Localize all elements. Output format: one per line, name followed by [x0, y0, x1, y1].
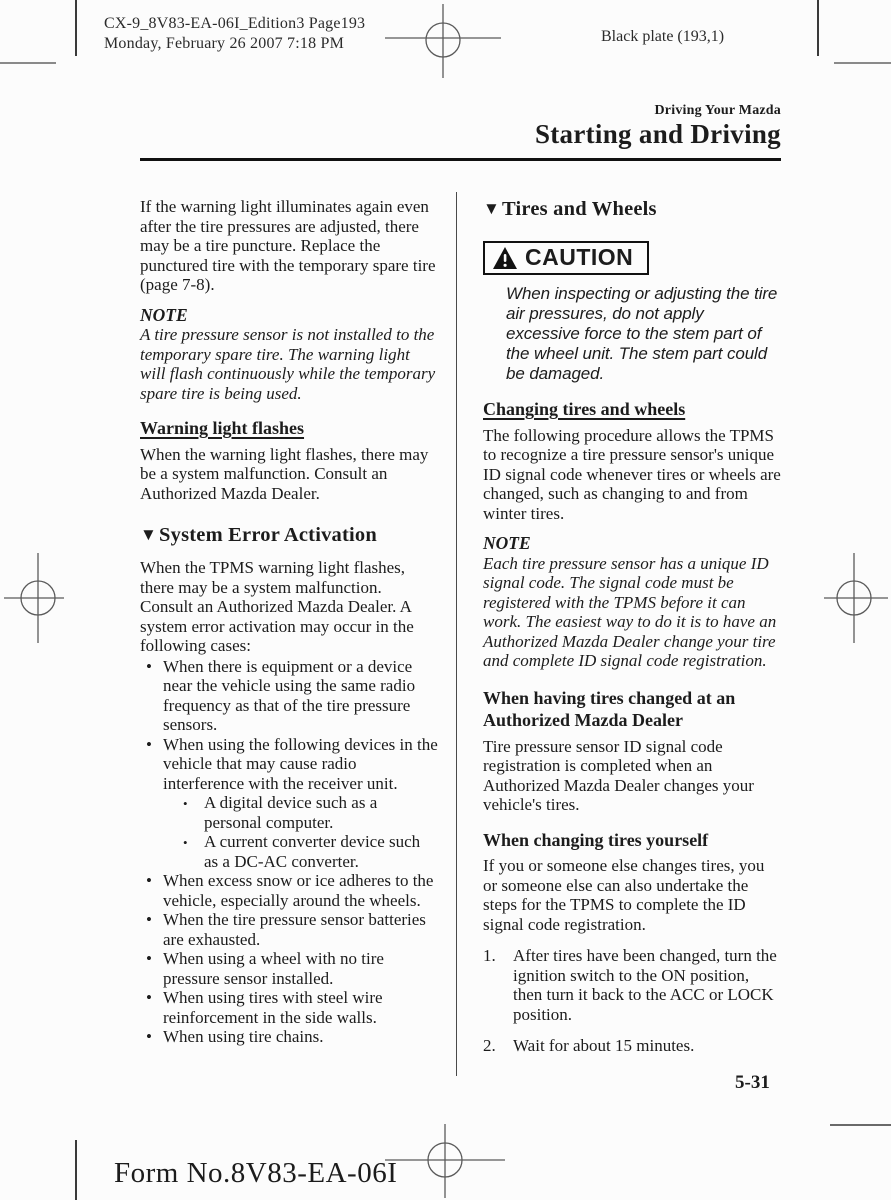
list-item: • When using a wheel with no tire pressure sensor installed.	[140, 949, 438, 988]
note-label: NOTE	[483, 533, 531, 553]
list-item: • A digital device such as a personal computer.	[177, 793, 438, 832]
body-columns	[140, 197, 781, 1056]
section-triangle-icon: ▼	[140, 525, 158, 544]
note-block-id-code	[483, 534, 781, 671]
crop-tick-left	[0, 62, 56, 64]
step-text: Wait for about 15 minutes.	[513, 1036, 695, 1055]
registration-crosshair-right	[820, 553, 888, 643]
warning-triangle-icon	[492, 246, 518, 270]
right-column	[483, 197, 781, 1056]
left-column	[140, 197, 438, 1056]
caution-box	[483, 241, 649, 275]
crop-mark-top-left	[75, 0, 77, 56]
crop-tick-right	[834, 62, 891, 64]
note-text: A tire pressure sensor is not installed to the temporary spare tire. The warning light will flash continuously while the temporary spare tire is being used.	[140, 325, 436, 403]
changing-yourself-text: If you or someone else changes tires, you or someone else can also undertake the steps for the TPMS to complete the ID signal code registration.	[483, 856, 765, 934]
plate-note: Black plate (193,1)	[601, 28, 725, 45]
registration-crosshair-top	[383, 2, 503, 80]
caution-label: CAUTION	[525, 244, 634, 271]
changing-tires-intro: The following procedure allows the TPMS to recognize a tire pressure sensor's unique ID signal code whenever tires or wheels are changed, such as changing to and from winter tires.	[483, 425, 781, 523]
system-error-bullet-list	[140, 657, 438, 1047]
dealer-registration-text: Tire pressure sensor ID signal code registration is completed when an Authorized Mazda Dealer changes your vehicle's tires.	[483, 736, 754, 814]
list-item: • When using tires with steel wire reinforcement in the side walls.	[140, 988, 438, 1027]
heading-changing-tires-wheels: Changing tires and wheels	[483, 399, 686, 419]
print-job-info	[104, 14, 365, 54]
tires-wheels-heading-label: Tires and Wheels	[502, 198, 657, 220]
page-number: 5-31	[735, 1072, 770, 1093]
step-1	[483, 946, 781, 1024]
page-header	[140, 103, 781, 149]
print-timestamp: Monday, February 26 2007 7:18 PM	[104, 35, 345, 52]
heading-tires-changed-dealer: When having tires changed at an Authorized Mazda Dealer	[483, 687, 736, 730]
crop-mark-top-right	[817, 0, 819, 56]
note-block-spare-tire	[140, 306, 438, 404]
list-item	[140, 735, 438, 872]
heading-warning-light-flashes: Warning light flashes	[140, 418, 305, 438]
crop-mark-bottom-left	[75, 1140, 77, 1200]
crop-tick-bottom-right	[830, 1124, 891, 1126]
list-item: • When there is equipment or a device near the vehicle using the same radio frequency as that of the tire pressure sensors.	[140, 657, 438, 735]
step-number: 1.	[483, 946, 496, 965]
section-triangle-icon: ▼	[483, 199, 501, 218]
registration-crosshair-left	[4, 553, 72, 643]
device-sub-list	[163, 793, 438, 871]
chapter-title: Driving Your Mazda	[654, 103, 781, 118]
note-label: NOTE	[140, 304, 188, 325]
list-item: • When excess snow or ice adheres to the vehicle, especially around the wheels.	[140, 871, 438, 910]
list-item-text: When using the following devices in the vehicle that may cause radio interference with the receiver unit.	[163, 734, 438, 793]
form-number: Form No.8V83-EA-06I	[114, 1157, 398, 1189]
step-2	[483, 1036, 781, 1056]
heading-changing-tires-yourself: When changing tires yourself	[483, 829, 709, 850]
system-error-intro: When the TPMS warning light flashes, there may be a system malfunction. Consult an Authorized Mazda Dealer. A system error activation may occur in the following cases:	[140, 558, 414, 655]
note-text: Each tire pressure sensor has a unique ID signal code. The signal code must be registered with the TPMS before it can work. The easiest way to do it is to have an Authorized Mazda Dealer change your tire and complete ID signal code registration.	[483, 553, 777, 670]
caution-text: When inspecting or adjusting the tire air pressures, do not apply excessive force to the stem part of the wheel unit. The stem part could be damaged.	[506, 284, 778, 383]
list-item: • When using tire chains.	[140, 1027, 438, 1047]
list-item: • When the tire pressure sensor batteries are exhausted.	[140, 910, 438, 949]
list-item: • A current converter device such as a DC-AC converter.	[177, 832, 438, 871]
step-text: After tires have been changed, turn the ignition switch to the ON position, then turn it back to the ACC or LOCK position.	[513, 946, 777, 1024]
step-number: 2.	[483, 1036, 496, 1055]
heading-system-error-activation	[140, 523, 438, 548]
section-title: Starting and Driving	[534, 119, 781, 149]
header-rule	[140, 158, 781, 161]
system-error-heading-label: System Error Activation	[159, 524, 377, 546]
print-file-name: CX-9_8V83-EA-06I_Edition3 Page193	[104, 15, 366, 32]
warning-light-intro: If the warning light illuminates again even after the tire pressures are adjusted, there may be a tire puncture. Replace the punctured tire with the temporary spare tire (page 7-8).	[140, 197, 436, 294]
heading-tires-and-wheels	[483, 197, 781, 222]
registration-crosshair-bottom	[385, 1122, 505, 1200]
warning-light-flashes-text: When the warning light flashes, there may be a system malfunction. Consult an Authorized Mazda Dealer.	[140, 444, 429, 503]
